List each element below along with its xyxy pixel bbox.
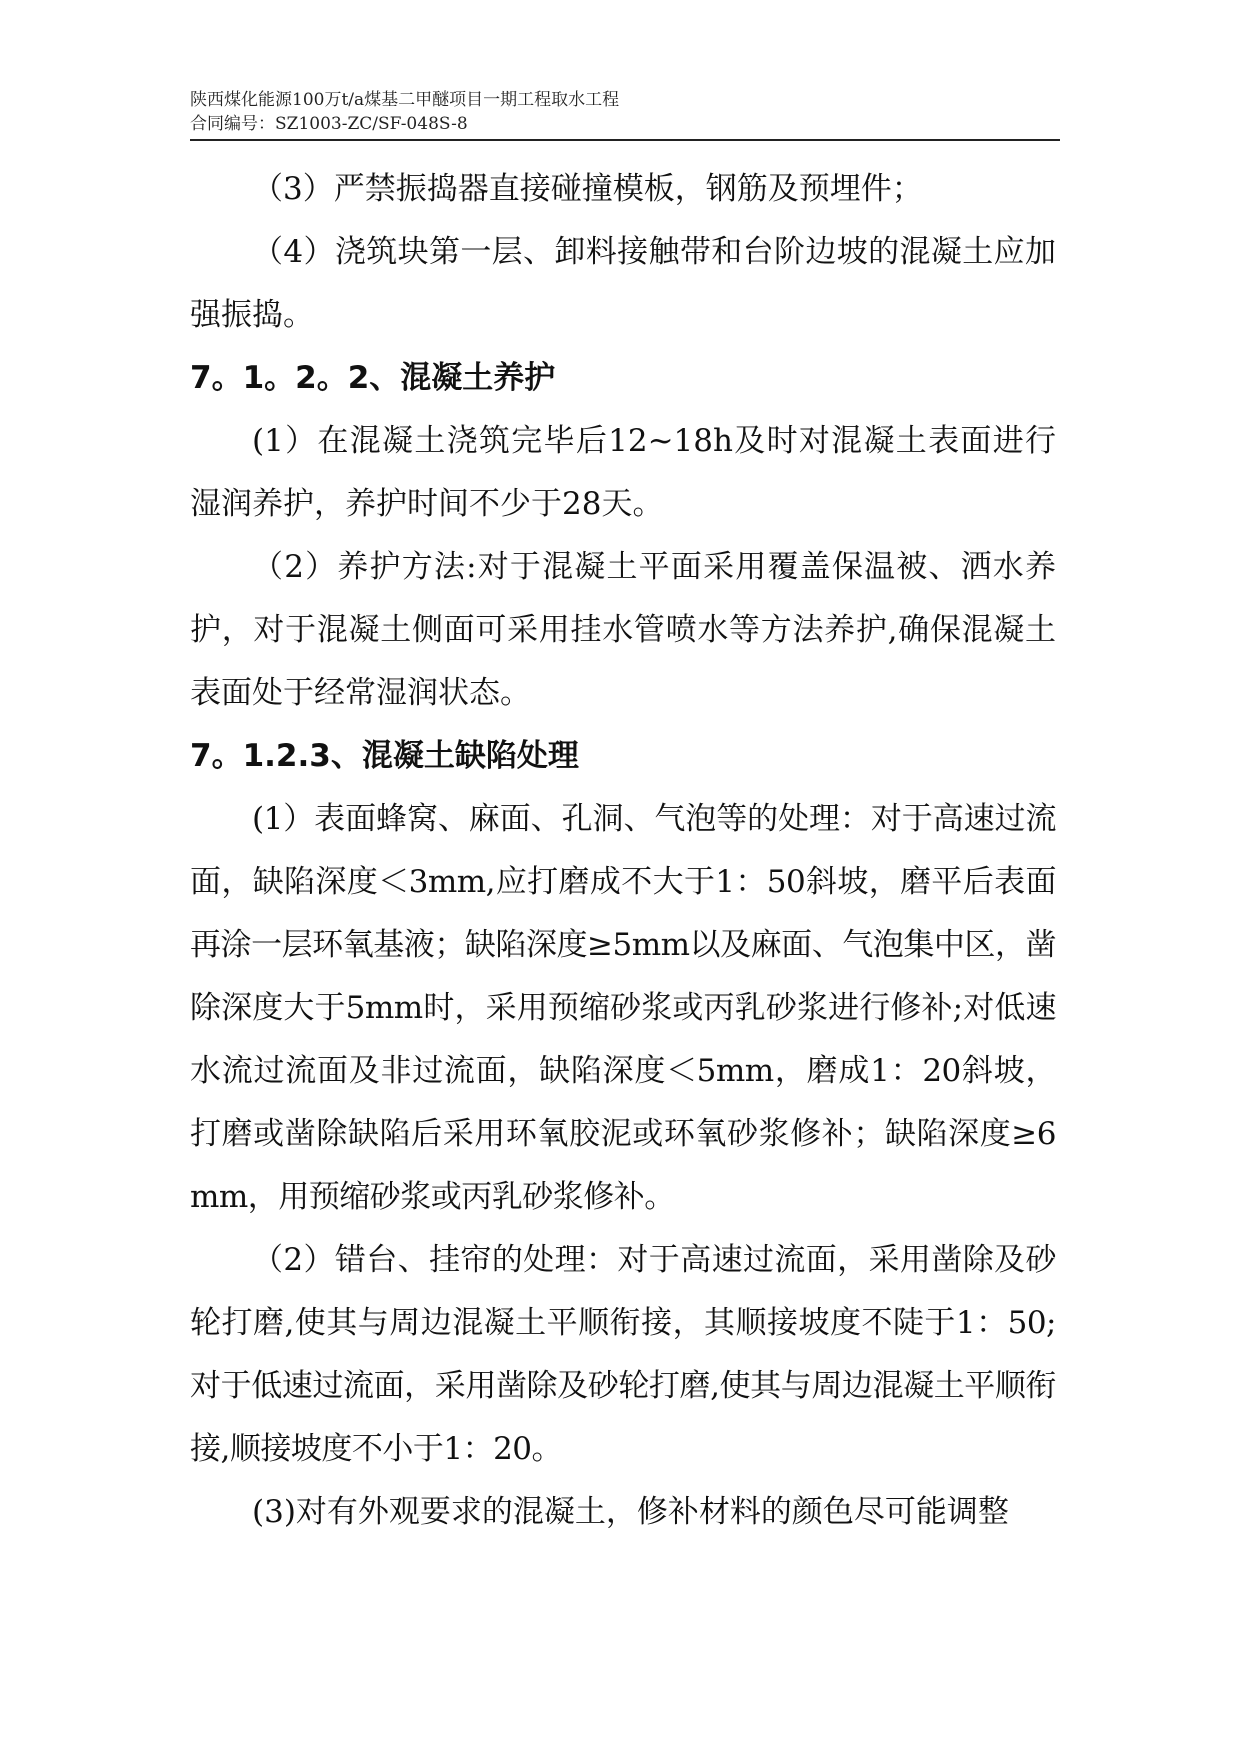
document-body (190, 158, 1056, 1544)
section-heading-defects: 7。1.2.3、混凝土缺陷处理 (190, 738, 579, 774)
page-header (190, 88, 1050, 136)
header-contract-number: 合同编号：SZ1003-ZC/SF-048S-8 (190, 114, 468, 134)
paragraph-defects-2: （2）错台、挂帘的处理：对于高速过流面，采用凿除及砂轮打磨,使其与周边混凝土平顺衔接，其顺接坡度不陡于1：50;对于低速过流面，采用凿除及砂轮打磨,使其与周边混凝土平顺衔接,顺接坡度不小于1：20。 (190, 1242, 1056, 1467)
header-project-title: 陕西煤化能源100万t/a煤基二甲醚项目一期工程取水工程 (190, 90, 620, 110)
paragraph-item-3: （3）严禁振捣器直接碰撞模板，钢筋及预埋件； (252, 171, 923, 207)
paragraph-curing-2: （2）养护方法:对于混凝土平面采用覆盖保温被、洒水养护，对于混凝土侧面可采用挂水管喷水等方法养护,确保混凝土表面处于经常湿润状态。 (190, 549, 1056, 711)
paragraph-curing-1: (1）在混凝土浇筑完毕后12~18h及时对混凝土表面进行湿润养护，养护时间不少于28天。 (190, 423, 1056, 522)
paragraph-item-4: （4）浇筑块第一层、卸料接触带和台阶边坡的混凝土应加强振捣。 (190, 234, 1056, 333)
paragraph-defects-1: (1）表面蜂窝、麻面、孔洞、气泡等的处理：对于高速过流面，缺陷深度＜3mm,应打磨成不大于1：50斜坡，磨平后表面再涂一层环氧基液；缺陷深度≥5mm以及麻面、气泡集中区，凿除深度大于5mm时，采用预缩砂浆或丙乳砂浆进行修补;对低速水流过流面及非过流面，缺陷深度＜5mm，磨成1：20斜坡，打磨或凿除缺陷后采用环氧胶泥或环氧砂浆修补；缺陷深度≥6mm，用预缩砂浆或丙乳砂浆修补。 (190, 801, 1056, 1215)
section-heading-curing: 7。1。2。2、混凝土养护 (190, 360, 556, 396)
header-divider (190, 139, 1060, 141)
paragraph-defects-3: (3)对有外观要求的混凝土，修补材料的颜色尽可能调整 (252, 1494, 1009, 1530)
